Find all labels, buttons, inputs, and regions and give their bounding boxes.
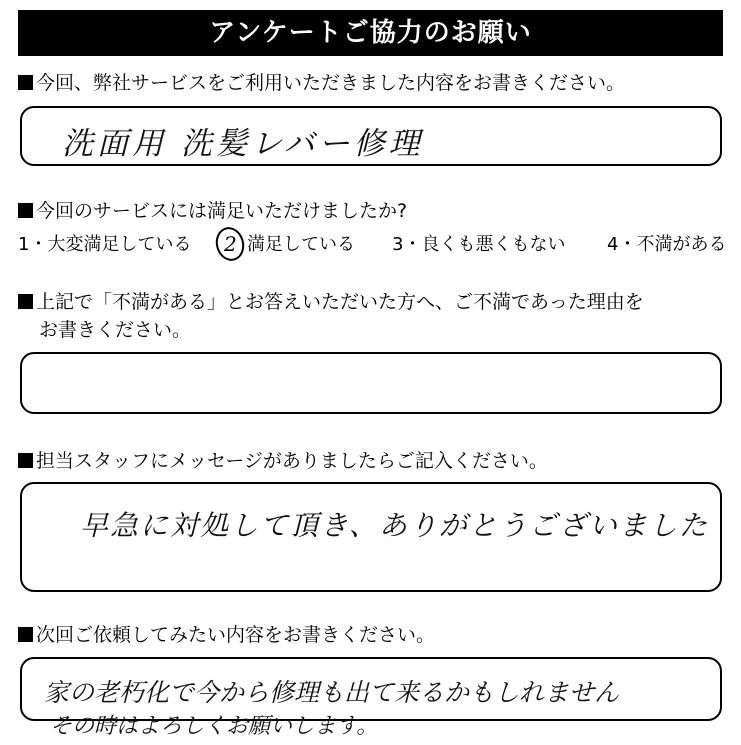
question-4-text: 担当スタッフにメッセージがありましたらご記入ください。 [36,450,548,472]
square-bullet-icon [18,627,33,642]
survey-header: アンケートご協力のお願い [18,10,723,56]
option-4[interactable]: 4・不満がある [607,234,727,255]
answer-box-3[interactable] [20,352,722,414]
square-bullet-icon [18,294,33,309]
question-3-line-2: お書きください。 [39,319,192,341]
question-3 [18,290,644,314]
option-2[interactable]: 満足している [247,234,355,255]
question-4 [18,449,548,473]
question-2-text: 今回のサービスには満足いただけましたか? [36,200,408,222]
answer-5-line-2: その時はよろしくお願いします。 [50,714,379,739]
question-1-text: 今回、弊社サービスをご利用いただきました内容をお書きください。 [36,72,626,94]
option-3[interactable]: 3・良くも悪くもない [392,234,566,255]
answer-box-4[interactable] [20,482,722,592]
square-bullet-icon [18,453,33,468]
square-bullet-icon [18,203,33,218]
question-5 [18,623,435,647]
selection-circle [212,224,248,264]
answer-1-handwriting: 洗面用 洗髪レバー修理 [62,126,424,162]
question-3-line-1: 上記で「不満がある」とお答えいただいた方へ、ご不満であった理由を [36,291,644,313]
selected-number-handwriting: 2 [224,232,237,256]
answer-box-1[interactable] [20,106,722,166]
question-5-text: 次回ご依頼してみたい内容をお書きください。 [36,624,436,646]
answer-5-line-1: 家の老朽化で今から修理も出て来るかもしれません [44,678,620,707]
question-1 [18,71,625,95]
square-bullet-icon [18,75,33,90]
answer-4-handwriting: 早急に対処して頂き、ありがとうございました [80,509,709,542]
option-1[interactable]: 1・大変満足している [18,234,192,255]
question-2 [18,199,407,223]
